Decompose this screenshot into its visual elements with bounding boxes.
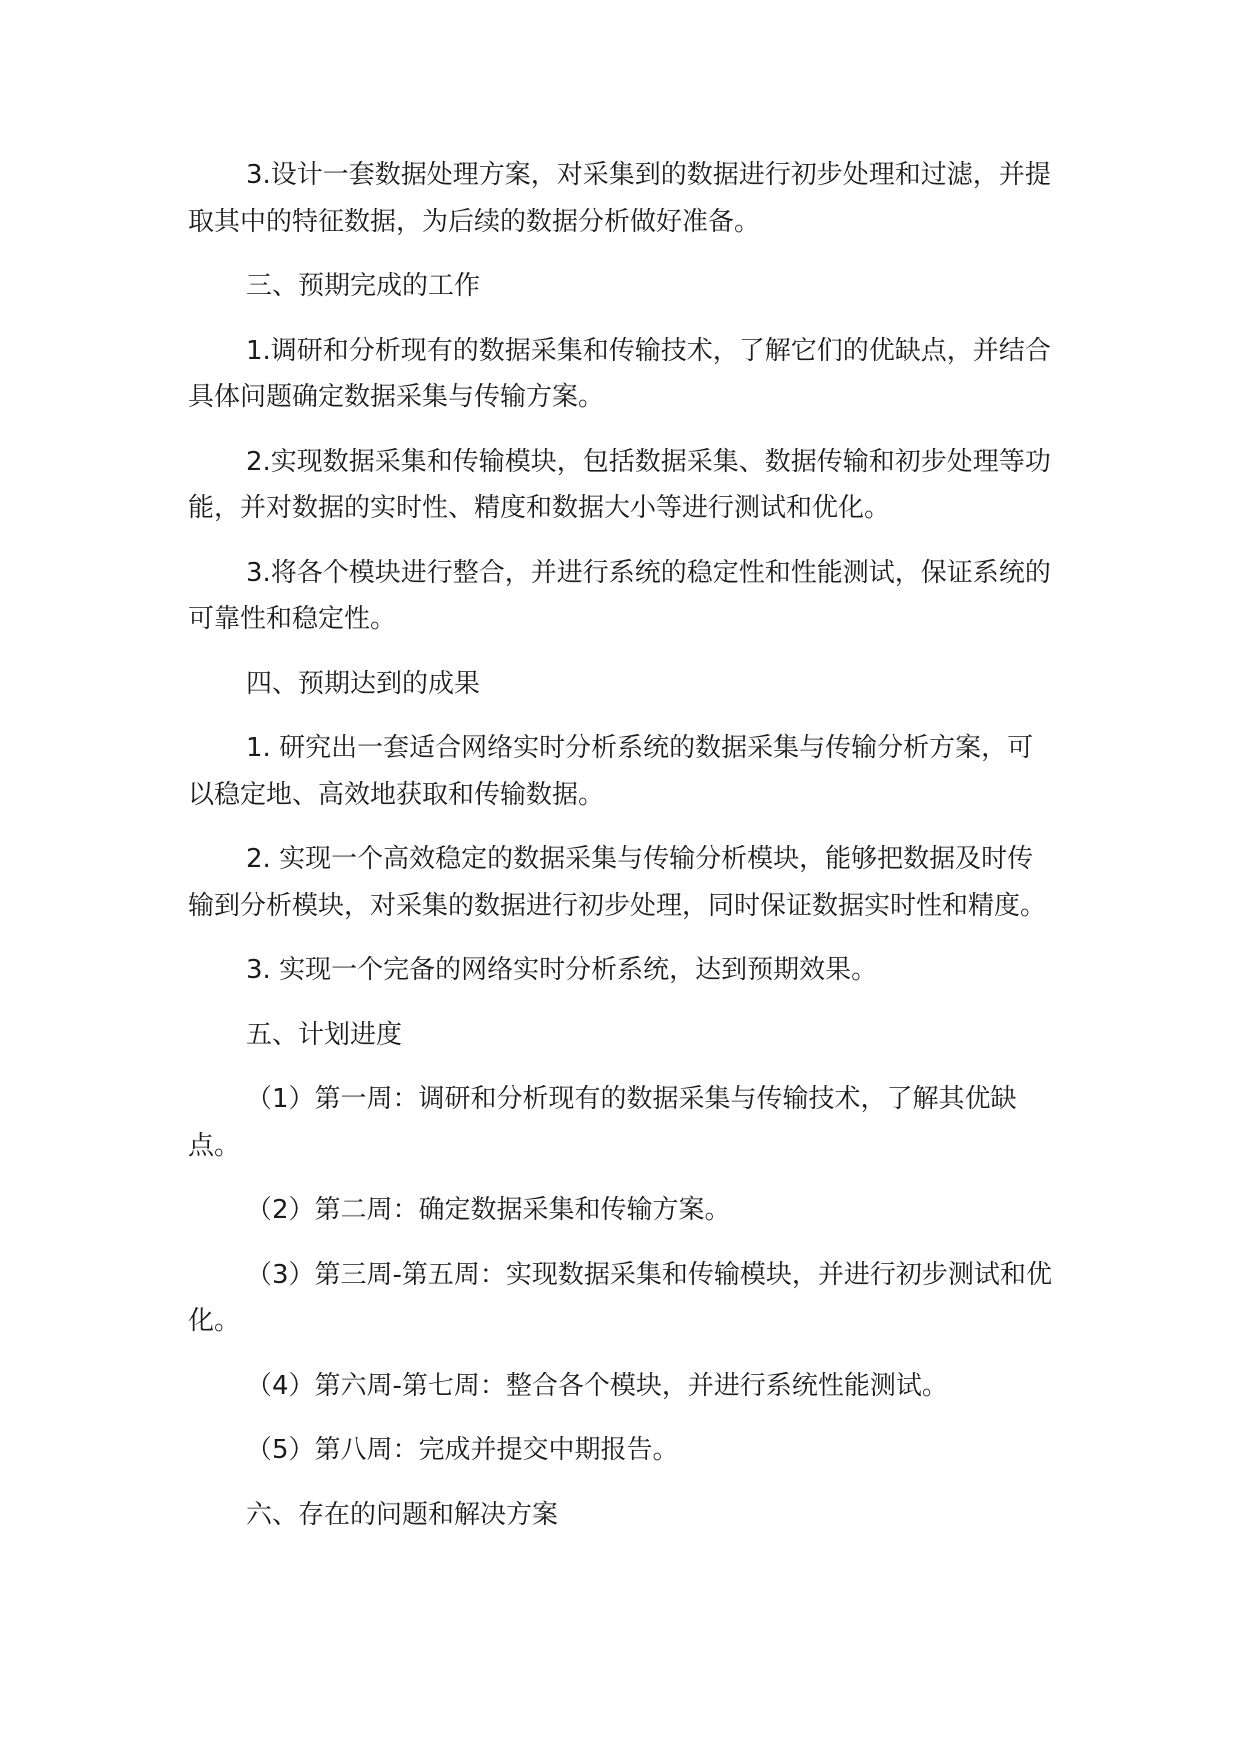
section-heading-problems-solutions	[188, 1492, 1054, 1539]
text-line: 可以稳定地、高效地获取和传输数据。	[188, 733, 1034, 810]
text-line: 统的可靠性和稳定性。	[188, 557, 1051, 634]
text-line: （3）第三周-第五周：实现数据采集和传输模块，并进行初步测试	[246, 1259, 1000, 1290]
paragraph-data-processing-plan	[188, 152, 1054, 245]
section-heading-expected-results	[188, 661, 1054, 708]
text-line: （1）第一周：调研和分析现有的数据采集与传输技术，了解其优缺	[246, 1084, 1017, 1114]
schedule-item-week8	[188, 1427, 1054, 1474]
text-line: 3.将各个模块进行整合，并进行系统的稳定性和性能测试，保证系	[246, 557, 999, 588]
heading-text: 五、计划进度	[246, 1019, 403, 1050]
paragraph-result-plan	[188, 725, 1054, 818]
text-line: 等功能，并对数据的实时性、精度和数据大小等进行测试和优化。	[188, 446, 1051, 523]
text-line: 精度。	[968, 890, 1047, 921]
text-line: 1.调研和分析现有的数据采集和传输技术，了解它们的优缺点，并	[246, 335, 999, 366]
text-line: 结合具体问题确定数据采集与传输方案。	[188, 335, 1051, 412]
text-line: （5）第八周：完成并提交中期报告。	[246, 1435, 679, 1465]
text-line: （2）第二周：确定数据采集和传输方案。	[246, 1195, 731, 1225]
text-line: 1. 研究出一套适合网络实时分析系统的数据采集与传输分析方案，	[246, 733, 1008, 763]
schedule-item-week1	[188, 1076, 1054, 1169]
text-line: 2.实现数据采集和传输模块，包括数据采集、数据传输和初步处理	[246, 446, 999, 477]
section-heading-expected-work	[188, 263, 1054, 310]
paragraph-research-analysis	[188, 328, 1054, 421]
paragraph-implement-module	[188, 439, 1054, 532]
text-line: 和优化。	[188, 1259, 1052, 1336]
paragraph-integration-testing	[188, 550, 1054, 643]
document-body	[188, 152, 1054, 1538]
heading-text: 六、存在的问题和解决方案	[246, 1499, 559, 1530]
schedule-item-week3-5	[188, 1252, 1054, 1345]
text-line: （4）第六周-第七周：整合各个模块，并进行系统性能测试。	[246, 1370, 948, 1401]
text-line: 传输到分析模块，对采集的数据进行初步处理，同时保证数据实时性和	[188, 844, 1034, 921]
schedule-item-week2	[188, 1187, 1054, 1234]
text-line: 并提取其中的特征数据，为后续的数据分析做好准备。	[188, 160, 1051, 237]
text-line: 3.设计一套数据处理方案，对采集到的数据进行初步处理和过滤，	[246, 160, 999, 190]
text-line: 2. 实现一个高效稳定的数据采集与传输分析模块，能够把数据及时	[246, 844, 1008, 874]
heading-text: 四、预期达到的成果	[246, 668, 481, 699]
heading-text: 三、预期完成的工作	[246, 271, 481, 301]
paragraph-result-system	[188, 947, 1054, 994]
schedule-item-week6-7	[188, 1363, 1054, 1410]
paragraph-result-module	[188, 836, 1054, 929]
text-line: 3. 实现一个完备的网络实时分析系统，达到预期效果。	[246, 955, 878, 985]
section-heading-schedule	[188, 1012, 1054, 1059]
text-line: 点。	[188, 1130, 241, 1161]
